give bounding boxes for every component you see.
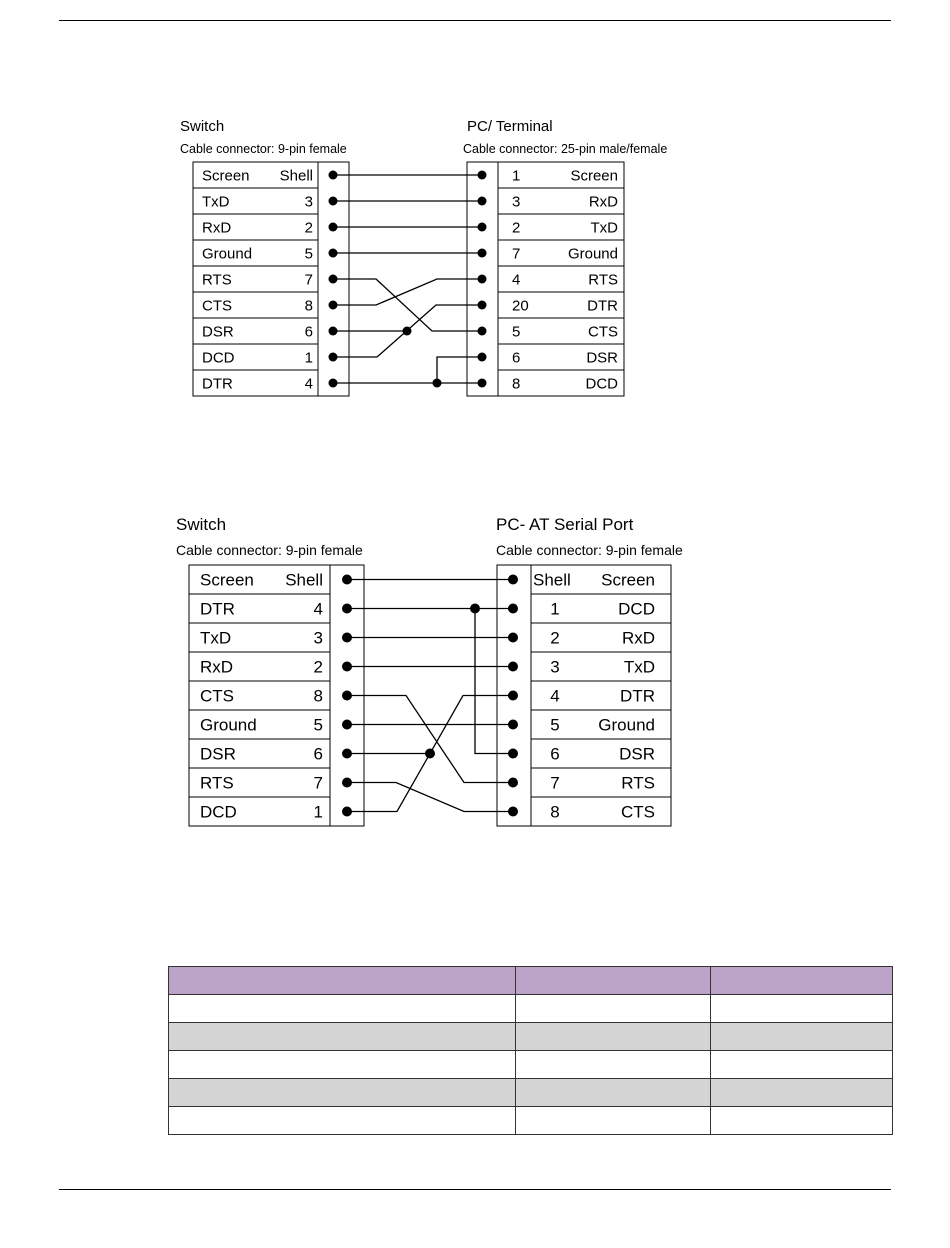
table-header-cell (516, 967, 711, 995)
empty-table (168, 966, 893, 1135)
table-header-cell (711, 967, 893, 995)
d1-left-signal-label: DCD (202, 349, 235, 367)
d2-right-signal-label: DTR (620, 686, 655, 706)
d2-right-pin-label: Shell (533, 570, 571, 590)
d1-left-pin-dot (329, 197, 338, 206)
d2-left-pin-dot (342, 720, 352, 730)
d2-left-signal-label: TxD (200, 628, 232, 648)
d1-right-signal-label: Screen (570, 167, 618, 185)
d1-left-pin-dot (329, 223, 338, 232)
d2-left-pin-dot (342, 778, 352, 788)
d2-right-pin-label: 3 (550, 657, 560, 677)
d1-wire (333, 279, 482, 305)
d2-right-pin-dot (508, 662, 518, 672)
d1-left-pin-label: Shell (279, 167, 313, 185)
d1-right-pin-label: 4 (512, 271, 521, 289)
d2-left-pin-dot (342, 604, 352, 614)
d2-left-pin-label: 5 (313, 715, 323, 735)
d2-right-signal-label: DCD (618, 599, 655, 619)
d2-right-pin-dot (508, 749, 518, 759)
table-cell (516, 1107, 711, 1135)
d1-right-subtitle: Cable connector: 25-pin male/female (463, 142, 668, 156)
table-header-cell (169, 967, 516, 995)
d2-left-signal-label: Ground (200, 715, 257, 735)
d2-left-signal-label: DCD (200, 802, 237, 822)
d2-left-pin-label: Shell (285, 570, 323, 590)
d1-left-title: Switch (180, 118, 225, 135)
table-cell (169, 995, 516, 1023)
table-row (169, 1023, 893, 1051)
d1-right-signal-label: CTS (588, 323, 618, 341)
d1-right-signal-label: DTR (587, 297, 618, 315)
d2-right-subtitle: Cable connector: 9-pin female (496, 542, 683, 558)
d1-left-pin-label: 4 (304, 375, 313, 393)
d2-right-pin-label: 7 (550, 773, 560, 793)
d2-left-pin-label: 2 (313, 657, 323, 677)
d2-left-pin-label: 3 (313, 628, 323, 648)
table-row (169, 1051, 893, 1079)
d1-right-pin-label: 20 (512, 297, 529, 315)
d1-left-signal-label: RTS (202, 271, 232, 289)
d1-right-pin-dot (478, 223, 487, 232)
d1-left-signal-label: DTR (202, 375, 233, 393)
d2-wire (347, 696, 513, 783)
d2-wire (475, 609, 513, 754)
d2-right-pin-label: 1 (550, 599, 560, 619)
d1-junction-dot (433, 379, 442, 388)
d1-left-pin-label: 2 (304, 219, 313, 237)
d1-left-signal-label: Ground (202, 245, 253, 263)
d1-left-pin-label: 1 (304, 349, 313, 367)
d2-left-signal-label: DTR (200, 599, 235, 619)
table-row (169, 1079, 893, 1107)
d1-right-signal-label: RxD (588, 193, 618, 211)
d2-left-pin-dot (342, 691, 352, 701)
d2-junction-dot (470, 604, 480, 614)
d2-left-signal-label: RTS (200, 773, 234, 793)
d1-left-pin-dot (329, 301, 338, 310)
d2-left-pin-dot (342, 575, 352, 585)
d2-right-pin-dot (508, 633, 518, 643)
d2-left-title: Switch (176, 515, 227, 534)
d1-right-signal-label: DCD (585, 375, 618, 393)
d2-right-pin-label: 8 (550, 802, 560, 822)
d1-left-pin-dot (329, 327, 338, 336)
d2-right-signal-label: Ground (598, 715, 655, 735)
table-cell (711, 1079, 893, 1107)
d2-right-pin-label: 2 (550, 628, 560, 648)
d2-right-signal-label: TxD (623, 657, 655, 677)
d1-left-pin-label: 5 (304, 245, 313, 263)
d2-right-pin-dot (508, 720, 518, 730)
d2-right-pin-dot (508, 604, 518, 614)
table-row (169, 1107, 893, 1135)
d2-left-pin-label: 1 (313, 802, 323, 822)
table-cell (516, 1079, 711, 1107)
d1-left-pin-dot (329, 353, 338, 362)
d2-right-signal-label: DSR (619, 744, 655, 764)
d2-left-signal-label: RxD (200, 657, 234, 677)
d1-left-pin-label: 7 (304, 271, 313, 289)
table-cell (169, 1023, 516, 1051)
d1-left-pin-label: 6 (304, 323, 313, 341)
d2-left-pin-dot (342, 807, 352, 817)
table-cell (169, 1107, 516, 1135)
table-cell (169, 1051, 516, 1079)
d1-right-pin-label: 2 (512, 219, 521, 237)
d2-left-pin-dot (342, 749, 352, 759)
table-cell (711, 1023, 893, 1051)
d1-left-pin-dot (329, 275, 338, 284)
d1-wire (437, 357, 482, 383)
d2-left-pin-label: 7 (313, 773, 323, 793)
d2-left-pin-dot (342, 633, 352, 643)
d2-junction-dot (425, 749, 435, 759)
d2-right-pin-dot (508, 807, 518, 817)
d2-right-signal-label: RxD (621, 628, 655, 648)
d1-left-signal-label: Screen (202, 167, 250, 185)
table-cell (711, 995, 893, 1023)
d1-right-signal-label: Ground (567, 245, 618, 263)
diagram-2 (176, 515, 683, 826)
d2-left-signal-label: Screen (200, 570, 254, 590)
d1-right-pin-dot (478, 275, 487, 284)
table-cell (516, 995, 711, 1023)
d1-right-pin-dot (478, 171, 487, 180)
d2-left-pin-label: 6 (313, 744, 323, 764)
d1-left-signal-label: CTS (202, 297, 232, 315)
d1-left-pin-label: 3 (304, 193, 313, 211)
d1-right-pin-dot (478, 327, 487, 336)
d1-left-signal-label: TxD (202, 193, 230, 211)
d2-left-signal-label: DSR (200, 744, 236, 764)
d1-left-pin-dot (329, 379, 338, 388)
diagram-1 (180, 118, 667, 396)
d1-right-pin-label: 1 (512, 167, 521, 185)
d1-left-signal-label: DSR (202, 323, 234, 341)
d1-right-pin-dot (478, 249, 487, 258)
d2-left-signal-label: CTS (200, 686, 234, 706)
d1-left-pin-dot (329, 171, 338, 180)
d1-right-pin-label: 8 (512, 375, 521, 393)
table-header-row (169, 967, 893, 995)
d1-left-signal-label: RxD (202, 219, 232, 237)
d1-right-pin-label: 6 (512, 349, 521, 367)
d1-right-pin-label: 5 (512, 323, 521, 341)
d2-left-subtitle: Cable connector: 9-pin female (176, 542, 363, 558)
d2-right-pin-label: 4 (550, 686, 560, 706)
d2-right-pin-label: 6 (550, 744, 560, 764)
d1-left-pin-dot (329, 249, 338, 258)
d2-right-signal-label: Screen (601, 570, 655, 590)
d1-right-pin-dot (478, 379, 487, 388)
table-cell (169, 1079, 516, 1107)
d1-left-subtitle: Cable connector: 9-pin female (180, 142, 347, 156)
d2-right-pin-dot (508, 575, 518, 585)
d1-right-pin-dot (478, 301, 487, 310)
d1-right-title: PC/ Terminal (467, 118, 553, 135)
table-row (169, 995, 893, 1023)
d1-right-pin-label: 7 (512, 245, 521, 263)
d2-left-pin-label: 8 (313, 686, 323, 706)
d2-left-pin-dot (342, 662, 352, 672)
d2-right-pin-label: 5 (550, 715, 560, 735)
d2-right-title: PC- AT Serial Port (496, 515, 634, 534)
d1-right-signal-label: TxD (590, 219, 618, 237)
d1-right-signal-label: RTS (588, 271, 618, 289)
d1-right-pin-label: 3 (512, 193, 521, 211)
d1-right-pin-dot (478, 353, 487, 362)
d1-right-pin-dot (478, 197, 487, 206)
table-cell (711, 1107, 893, 1135)
d2-right-pin-dot (508, 691, 518, 701)
d2-right-signal-label: CTS (621, 802, 655, 822)
d1-left-pin-label: 8 (304, 297, 313, 315)
table-cell (516, 1051, 711, 1079)
d2-wire (347, 783, 513, 812)
table-cell (711, 1051, 893, 1079)
d1-junction-dot (403, 327, 412, 336)
d1-right-signal-label: DSR (586, 349, 618, 367)
d2-right-pin-dot (508, 778, 518, 788)
d2-right-signal-label: RTS (621, 773, 655, 793)
table-cell (516, 1023, 711, 1051)
d2-left-pin-label: 4 (313, 599, 323, 619)
